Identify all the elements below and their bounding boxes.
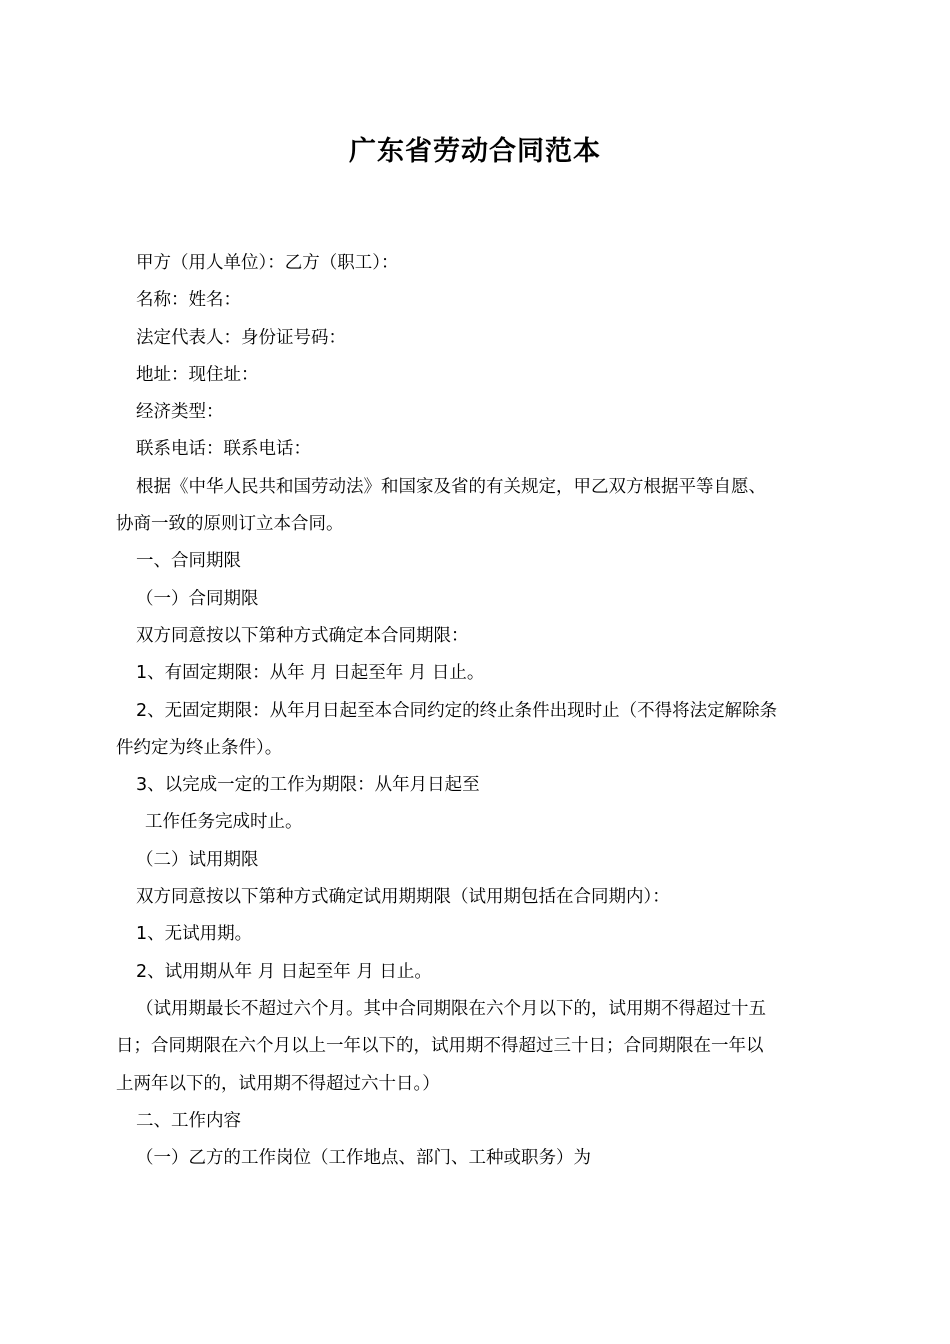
text-line: 联系电话：联系电话：	[136, 439, 311, 460]
text-line: 协商一致的原则订立本合同。	[116, 514, 344, 535]
text-line: 二、工作内容	[136, 1110, 241, 1131]
text-line: 2、试用期从年 月 日起至年 月 日止。	[136, 961, 432, 982]
text-line: 名称：姓名：	[136, 290, 241, 311]
text-line: 1、有固定期限：从年 月 日起至年 月 日止。	[136, 663, 485, 684]
text-line: 甲方（用人单位）：乙方（职工）：	[136, 253, 399, 273]
text-line: 3、以完成一定的工作为期限：从年月日起至	[136, 775, 480, 796]
text-line: 日；合同期限在六个月以上一年以下的，试用期不得超过三十日；合同期限在一年以	[116, 1036, 764, 1057]
text-line: 件约定为终止条件）。	[116, 737, 283, 758]
text-line: 法定代表人：身份证号码：	[136, 327, 346, 348]
text-line: 工作任务完成时止。	[145, 812, 303, 833]
text-line: （二）试用期限	[136, 849, 259, 870]
text-line: 经济类型：	[136, 402, 224, 423]
text-line: 根据《中华人民共和国劳动法》和国家及省的有关规定，甲乙双方根据平等自愿、	[136, 476, 766, 497]
text-line: 地址：现住址：	[136, 364, 259, 385]
text-line: 上两年以下的，试用期不得超过六十日。）	[116, 1073, 440, 1094]
text-line: （试用期最长不超过六个月。其中合同期限在六个月以下的，试用期不得超过十五	[136, 998, 766, 1019]
document-body	[116, 245, 840, 1177]
text-line: （一）乙方的工作岗位（工作地点、部门、工种或职务）为	[136, 1148, 591, 1169]
text-line: 双方同意按以下第种方式确定试用期期限（试用期包括在合同期内）：	[136, 887, 670, 908]
text-line: （一）合同期限	[136, 588, 259, 609]
text-line: 2、无固定期限：从年月日起至本合同约定的终止条件出现时止（不得将法定解除条	[136, 700, 778, 721]
text-line: 双方同意按以下第种方式确定本合同期限：	[136, 625, 469, 646]
document-title: 广东省劳动合同范本	[349, 136, 601, 167]
text-line: 一、合同期限	[136, 551, 241, 572]
text-line: 1、无试用期。	[136, 924, 253, 945]
